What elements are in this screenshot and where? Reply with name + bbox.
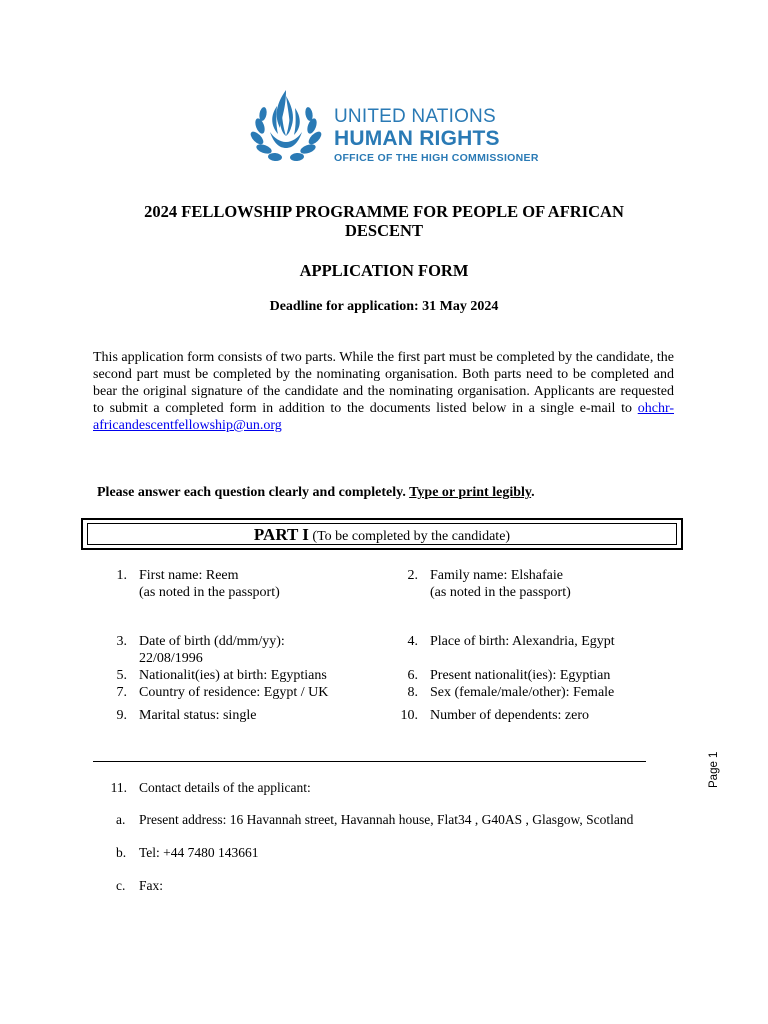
field-number: 3. [116,634,127,649]
logo-line-united-nations: UNITED NATIONS [334,106,496,127]
form-subtitle: APPLICATION FORM [299,261,469,280]
title-line-2: DESCENT [345,221,423,240]
field-label: Nationalit(ies) at birth: Egyptians [139,668,327,683]
field-letter: b. [116,845,127,860]
logo-line-office: OFFICE OF THE HIGH COMMISSIONER [334,152,539,164]
instruction-main: Please answer each question clearly and completely. [97,485,410,500]
field-number: 10. [400,708,418,723]
field-label: Fax: [139,878,164,893]
field-number: 6. [407,668,418,683]
field-label: Sex (female/male/other): Female [430,685,615,700]
section-divider [93,761,646,762]
field-value: 22/08/1996 [139,651,203,666]
document-title [0,202,768,240]
instruction-emphasis: Type or print legibly [409,485,532,500]
instruction-end: . [531,485,535,500]
field-number: 1. [116,568,127,583]
part-label: PART I [253,525,309,544]
deadline-text: Deadline for application: 31 May 2024 [269,299,499,314]
field-note: (as noted in the passport) [430,584,571,600]
field-label: Marital status: single [139,708,257,723]
contact-email-link[interactable]: ohchr-africandescentfellowship@un.org [93,401,674,433]
field-number: 9. [116,708,127,723]
instruction-text [97,485,535,501]
field-letter: a. [116,812,126,827]
field-label: Date of birth (dd/mm/yy): [139,634,285,649]
field-label: Contact details of the applicant: [139,780,311,795]
title-line-1: 2024 FELLOWSHIP PROGRAMME FOR PEOPLE OF AFRICAN [144,202,624,221]
part-header-inner [87,523,677,545]
field-number: 2. [407,568,418,583]
field-number: 8. [407,685,418,700]
field-label: Family name: Elshafaie [430,568,563,583]
field-label: Present address: 16 Havannah street, Havannah house, Flat34 , G40AS , Glasgow, Scotland [139,812,634,827]
field-label: Number of dependents: zero [430,708,589,723]
intro-text: This application form consists of two parts. While the first part must be completed by the candidate, the second part must be completed by the nominating organisation. Both parts need to be completed and bear the original signature of the candidate and the nominating organisation. Applicants are requested to submit a completed form in addition to the documents listed below in a single e-mail to [93,350,674,416]
un-emblem-icon [246,86,326,164]
intro-paragraph [93,349,674,434]
part-note: (To be completed by the candidate) [308,529,511,544]
logo-line-human-rights: HUMAN RIGHTS [334,127,500,150]
field-label: Present nationalit(ies): Egyptian [430,668,611,683]
field-label: Tel: +44 7480 143661 [139,845,259,860]
field-number: 4. [407,634,418,649]
field-label: First name: Reem [139,568,239,583]
page-number-label: Page 1 [708,751,720,788]
field-number: 5. [116,668,127,683]
field-number: 7. [116,685,127,700]
field-letter: c. [116,878,126,893]
part-header-box [81,518,683,550]
field-note: (as noted in the passport) [139,584,280,600]
field-label: Country of residence: Egypt / UK [139,685,329,700]
field-number: 11. [110,780,127,795]
field-label: Place of birth: Alexandria, Egypt [430,634,615,649]
un-human-rights-logo [246,86,539,164]
